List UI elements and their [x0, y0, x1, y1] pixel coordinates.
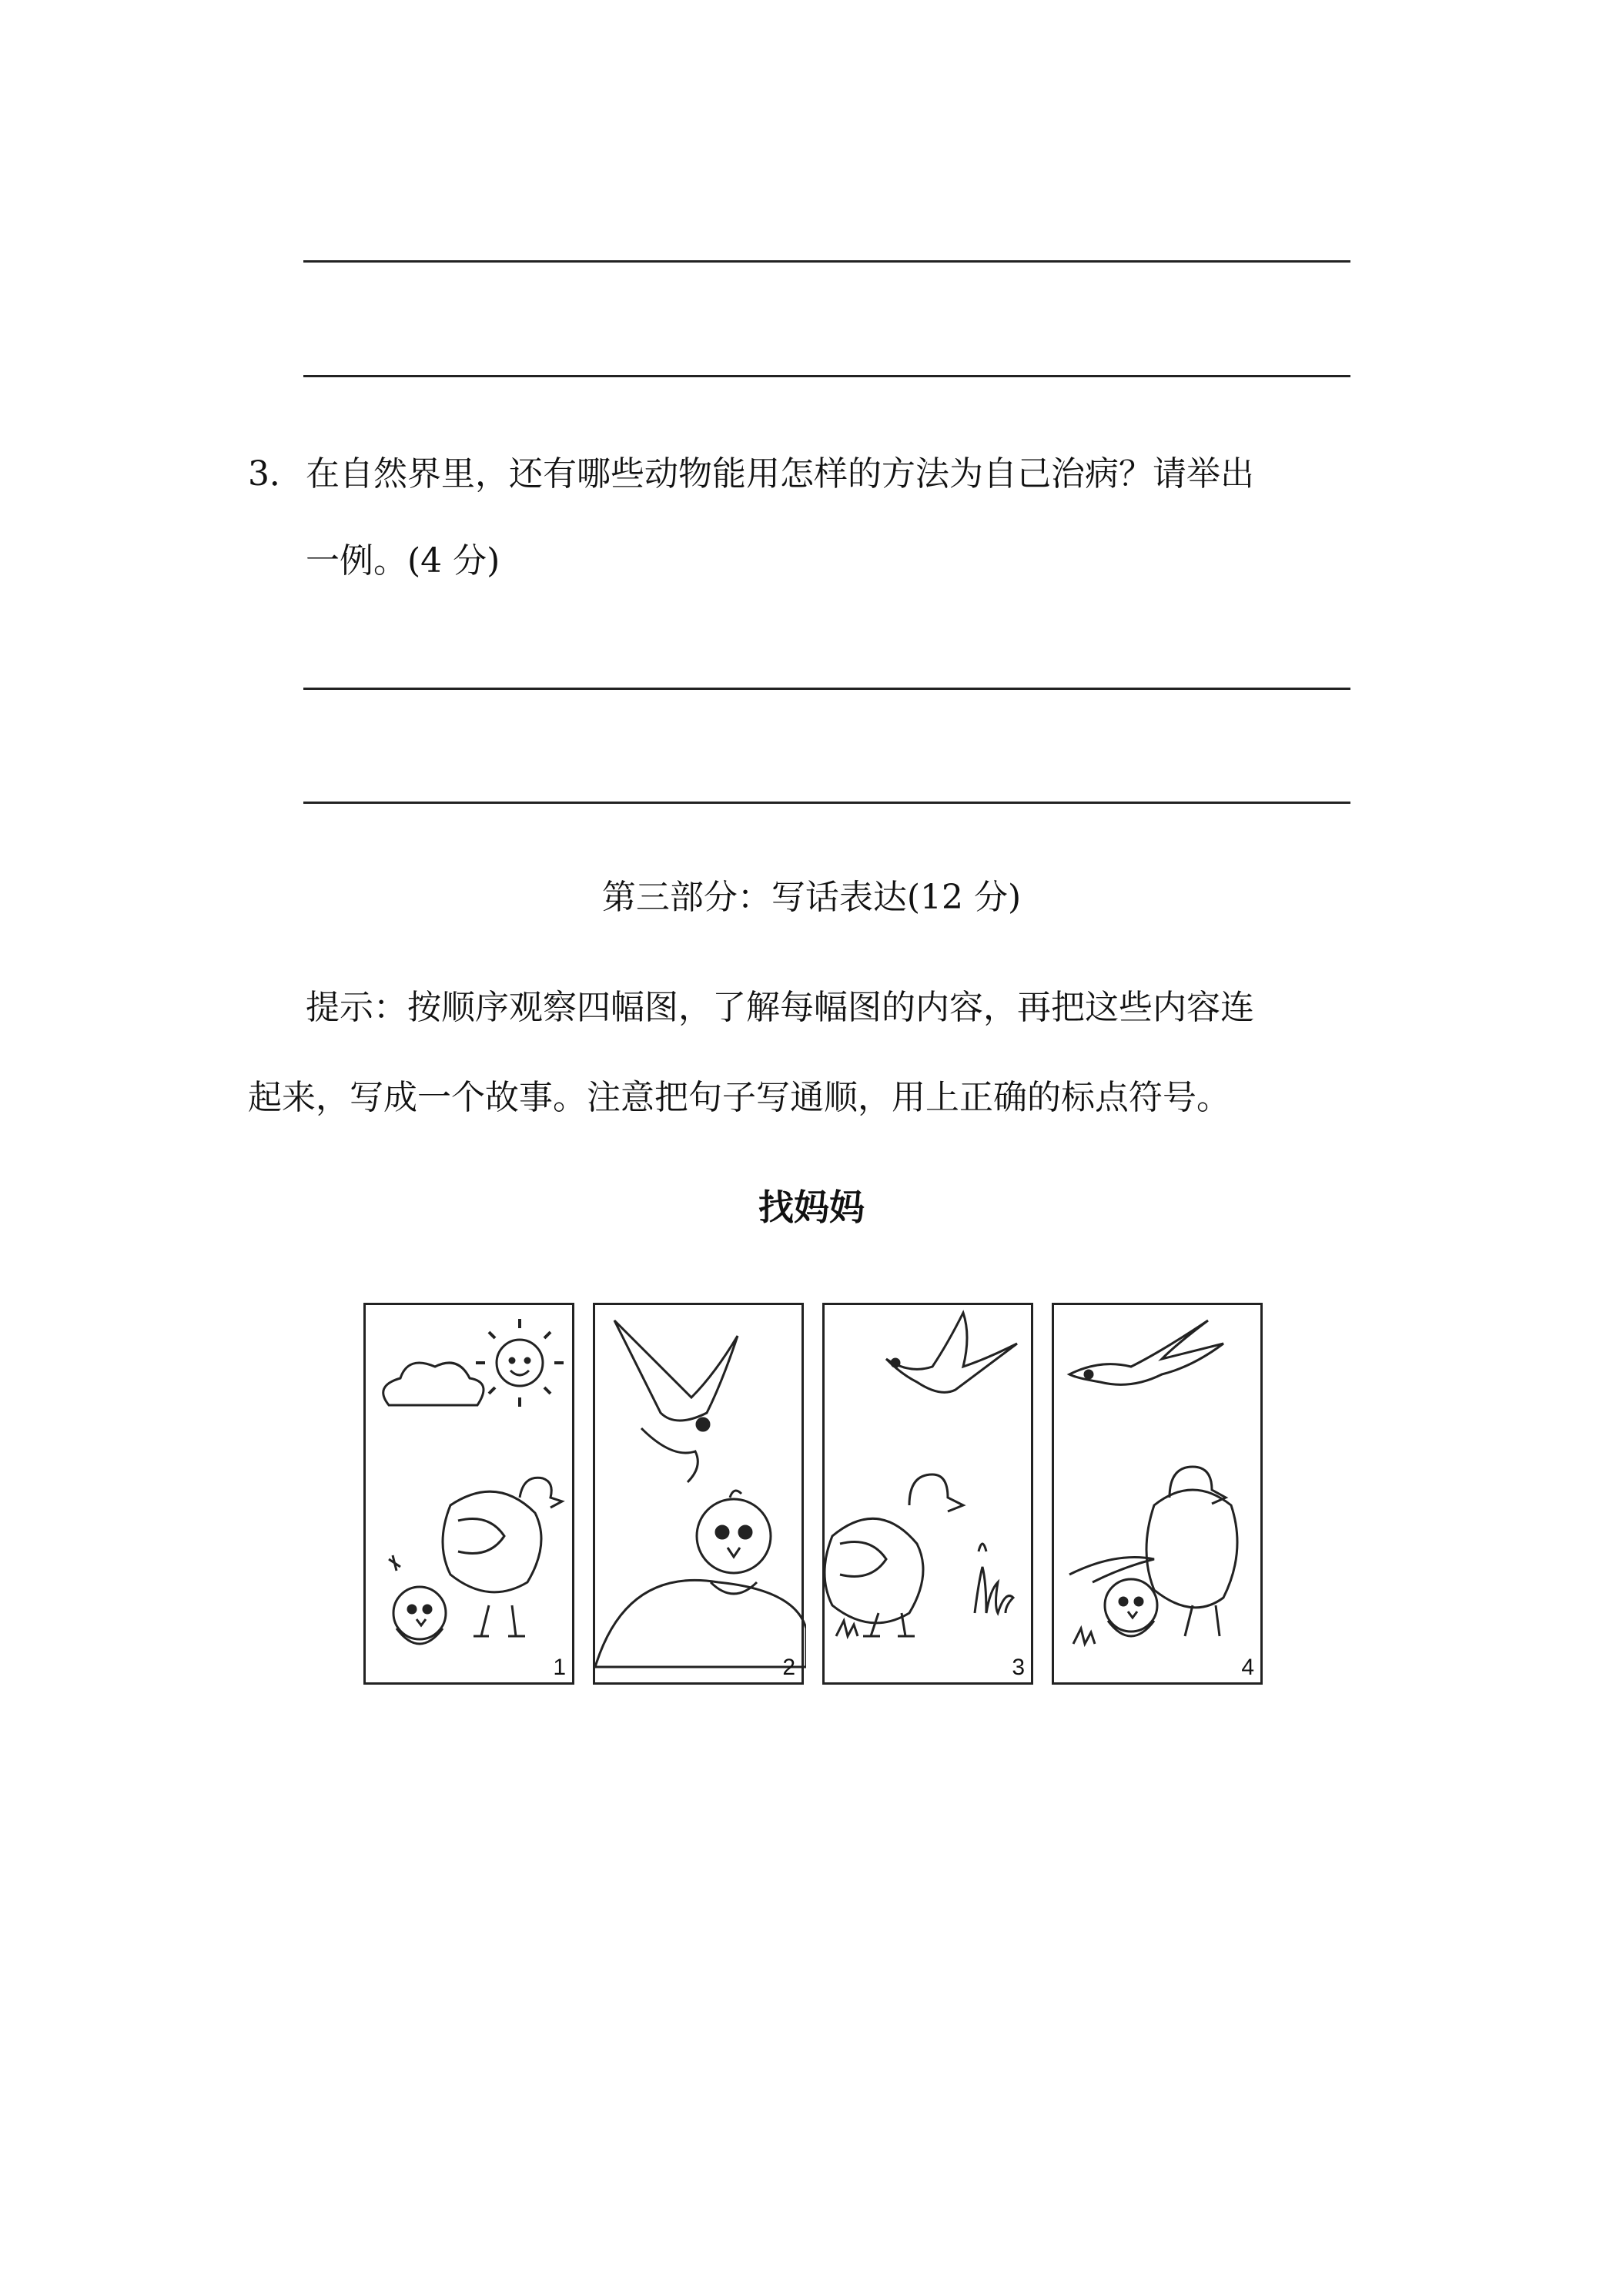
hint-line-1: 提示：按顺序观察四幅图，了解每幅图的内容，再把这些内容连: [306, 988, 1254, 1027]
q3-answer-line-1: [303, 688, 1350, 690]
picture-panel-1: [363, 1303, 574, 1685]
panel-number-3: 3: [1012, 1655, 1025, 1680]
panel-number-4: 4: [1241, 1655, 1254, 1680]
story-title: 找妈妈: [758, 1186, 865, 1228]
q3-text-line-1: 在自然界里，还有哪些动物能用怎样的方法为自己治病？请举出: [306, 454, 1254, 494]
q3-number: 3．: [248, 454, 303, 494]
hen-with-chick-illustration: [1054, 1305, 1265, 1687]
hen-grass-illustration: [825, 1305, 1036, 1687]
picture-panel-4: [1052, 1303, 1263, 1685]
q2-answer-line-1: [303, 260, 1350, 263]
q2-answer-line-2: [303, 375, 1350, 377]
panel-number-2: 2: [782, 1655, 795, 1680]
hint-line-2: 起来，写成一个故事。注意把句子写通顺，用上正确的标点符号。: [248, 1078, 1230, 1117]
picture-panel-3: [822, 1303, 1033, 1685]
q3-text-line-2: 一例。(4 分): [306, 541, 500, 581]
panel-number-1: 1: [553, 1655, 566, 1680]
part3-heading: 第三部分：写话表达(12 分): [601, 878, 1022, 917]
q3-answer-line-2: [303, 802, 1350, 804]
hen-chick-sun-illustration: [366, 1305, 577, 1687]
picture-panel-2: [593, 1303, 804, 1685]
chick-on-rock-illustration: [595, 1305, 806, 1687]
